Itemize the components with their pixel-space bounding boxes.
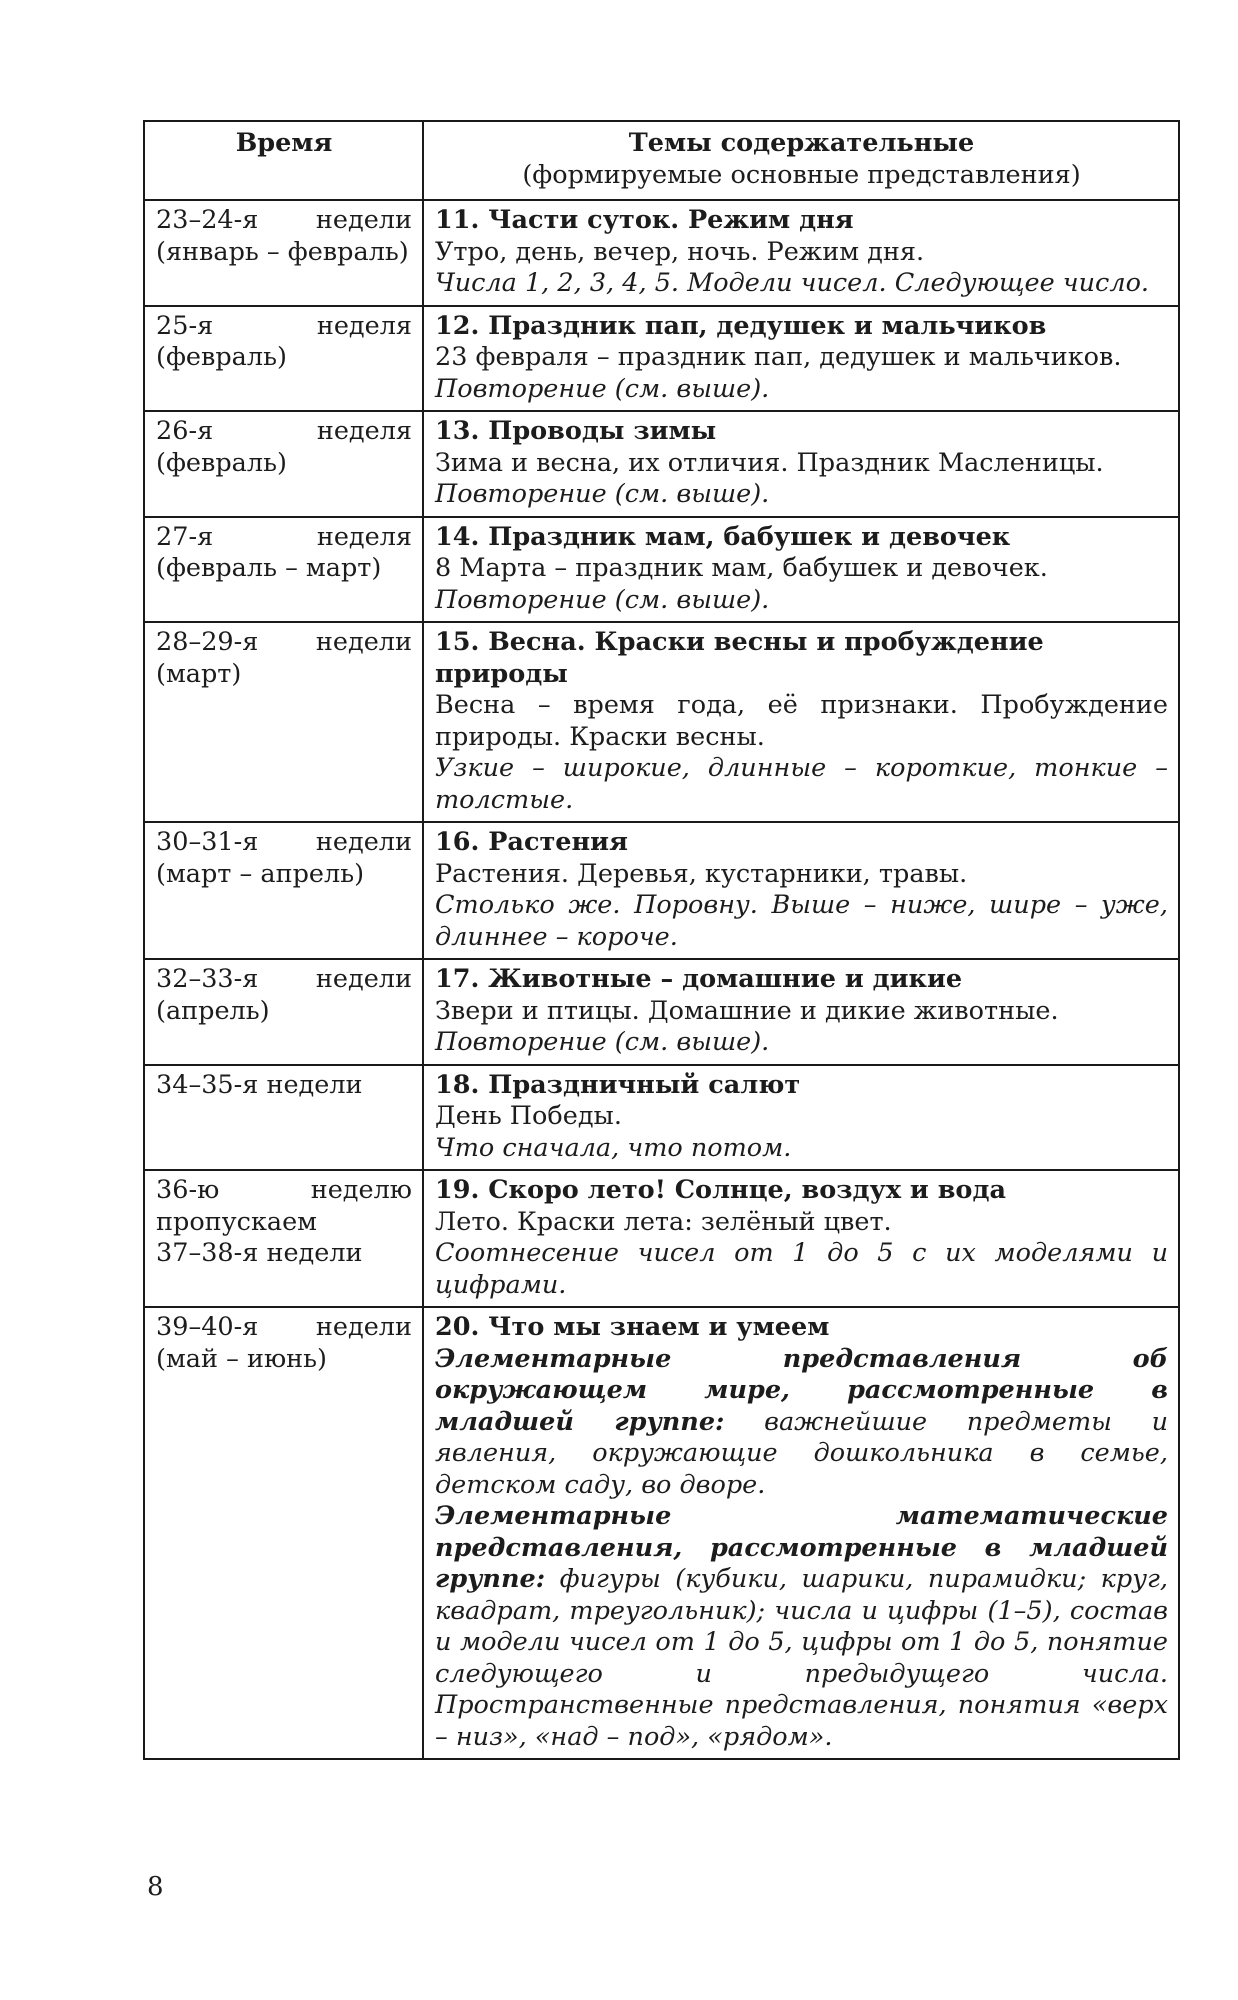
topic-title: 14. Праздник мам, бабушек и девочек [435, 521, 1011, 552]
topic-cell [423, 622, 1179, 822]
table-row [144, 1307, 1179, 1759]
time-cell: 27-я неделя (февраль – март) [144, 517, 423, 623]
table-row [144, 1065, 1179, 1171]
topic-cell [423, 306, 1179, 412]
summary-heading-1: Элементарные представления об окружающем мире, рассмотренные в младшей группе: [435, 1343, 1168, 1437]
summary-paragraph-2 [435, 1501, 1168, 1753]
topic-italic: Что сначала, что потом. [435, 1132, 792, 1163]
table-row [144, 517, 1179, 623]
topic-cell [423, 822, 1179, 959]
topic-text: 23 февраля – праздник пап, дедушек и мальчиков. [435, 342, 1122, 372]
time-cell: 39–40-я недели (май – июнь) [144, 1307, 423, 1759]
header-time: Время [144, 121, 423, 200]
time-cell: 28–29-я недели (март) [144, 622, 423, 822]
topic-italic: Повторение (см. выше). [435, 584, 770, 615]
table-row [144, 822, 1179, 959]
topic-italic: Повторение (см. выше). [435, 479, 770, 509]
time-cell: 32–33-я недели (апрель) [144, 959, 423, 1065]
summary-paragraph-1 [435, 1344, 1168, 1502]
topic-cell [423, 1307, 1179, 1759]
topic-title: 11. Части суток. Режим дня [435, 205, 854, 235]
topic-italic: Столько же. Поровну. Выше – ниже, шире – уже, длиннее – короче. [435, 890, 1168, 952]
topic-cell [423, 1065, 1179, 1171]
topic-title: 13. Проводы зимы [435, 416, 717, 446]
topic-title: 15. Весна. Краски весны и пробуждение природы [435, 627, 1044, 689]
topic-cell [423, 1170, 1179, 1307]
time-cell: 23–24-я недели (январь – февраль) [144, 200, 423, 306]
table-header-row [144, 121, 1179, 200]
topic-cell [423, 200, 1179, 306]
topic-title: 20. Что мы знаем и умеем [435, 1312, 830, 1342]
table-row [144, 411, 1179, 517]
topic-text: Весна – время года, её признаки. Пробуждение природы. Краски весны. [435, 690, 1168, 752]
table-row [144, 306, 1179, 412]
topic-text: 8 Марта – праздник мам, бабушек и девочек. [435, 553, 1048, 583]
topic-text: Лето. Краски лета: зелёный цвет. [435, 1206, 892, 1237]
topic-text: Звери и птицы. Домашние и дикие животные. [435, 995, 1059, 1026]
time-cell: 30–31-я недели (март – апрель) [144, 822, 423, 959]
topic-text: Растения. Деревья, кустарники, травы. [435, 858, 968, 889]
table-row [144, 622, 1179, 822]
topic-italic: Узкие – широкие, длинные – короткие, тонкие – толстые. [435, 753, 1168, 815]
topic-italic: Повторение (см. выше). [435, 1027, 770, 1057]
summary-heading-2: Элементарные математические представления, рассмотренные в младшей группе: [435, 1501, 1168, 1594]
time-text: 36-ю неделю пропускаем [156, 1175, 412, 1237]
time-cell: 26-я неделя (февраль) [144, 411, 423, 517]
table-row [144, 200, 1179, 306]
topic-italic: Числа 1, 2, 3, 4, 5. Модели чисел. Следующее число. [435, 268, 1150, 298]
page-number: 8 [147, 1872, 164, 1902]
topic-title: 17. Животные – домашние и дикие [435, 964, 963, 994]
curriculum-table [143, 120, 1180, 1760]
topic-text: Утро, день, вечер, ночь. Режим дня. [435, 236, 925, 267]
topic-title: 18. Праздничный салют [435, 1069, 801, 1100]
time-text-2: 37–38-я недели [156, 1238, 363, 1268]
topic-italic: Соотнесение чисел от 1 до 5 с их моделями и цифрами. [435, 1238, 1168, 1300]
summary-text-2: фигуры (кубики, шарики, пирамидки; круг, квадрат, треугольник); числа и цифры (1–5), состав и модели чисел от 1 до 5, цифры от 1 до 5, понятие следующего и предыдущего числа. Пространственные представления, понятия «верх – низ», «над – под», «рядом». [435, 1564, 1169, 1752]
topic-text: День Победы. [435, 1101, 622, 1131]
table-row [144, 959, 1179, 1065]
topic-cell [423, 411, 1179, 517]
table-row [144, 1170, 1179, 1307]
topic-title: 19. Скоро лето! Солнце, воздух и вода [435, 1175, 1006, 1205]
topic-title: 16. Растения [435, 827, 628, 857]
topic-text: Зима и весна, их отличия. Праздник Масленицы. [435, 447, 1104, 478]
topic-italic: Повторение (см. выше). [435, 373, 770, 404]
time-cell [144, 1170, 423, 1307]
summary-text-1: важнейшие предметы и явления, окружающие дошкольника в семье, детском саду, во дворе. [435, 1406, 1168, 1500]
time-cell: 25-я неделя (февраль) [144, 306, 423, 412]
topic-cell [423, 517, 1179, 623]
topic-title: 12. Праздник пап, дедушек и мальчиков [435, 310, 1047, 341]
header-topics: Темы содержательные (формируемые основные представления) [423, 121, 1179, 200]
time-cell: 34–35-я недели [144, 1065, 423, 1171]
topic-cell [423, 959, 1179, 1065]
